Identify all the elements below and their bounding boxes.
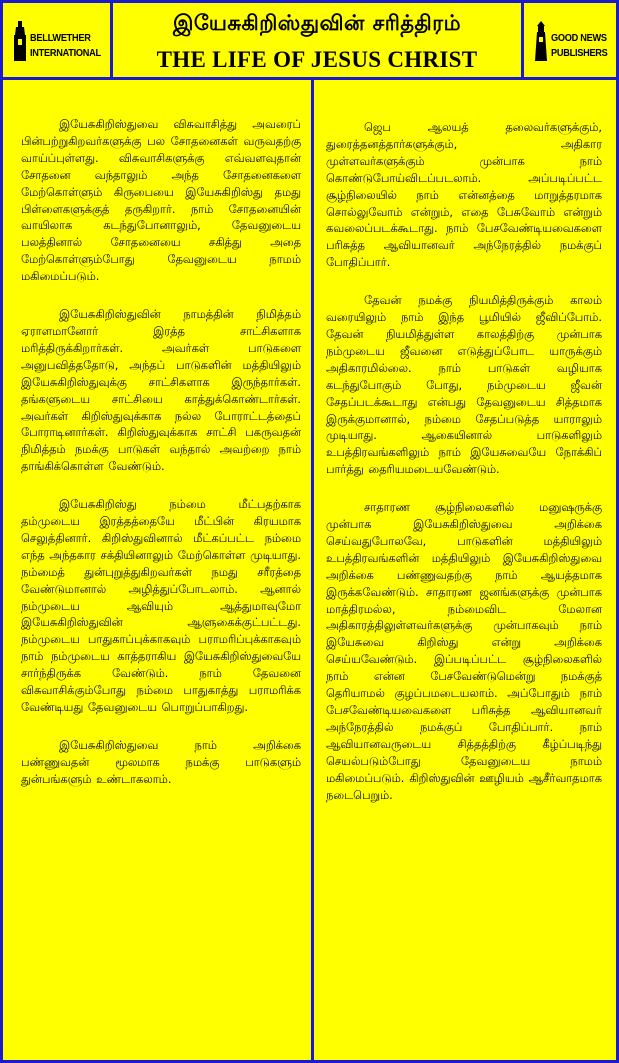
publisher-logo-right (521, 0, 619, 80)
right-logo-line2: PUBLISHERS (551, 48, 608, 59)
paragraph: தேவன் நமக்கு நியமித்திருக்கும் காலம் வரையிலும் நாம் இந்த பூமியில் ஜீவிப்போம். தேவன் நியமித்துள்ள காலத்திற்கு முன்பாக நம்முடைய ஜீவனை எடுத்துப்போட யாருக்கும் அதிகாரமில்லை. நாம் பாடுகள் வழியாக கடந்துபோகும் போது, நம்முடைய ஜீவன் சேதப்படக்கூடாது என்பது தேவனுடைய சித்தமாக இருக்குமானால், நம்மை சேதப்படுத்த யாராலும் முடியாது. ஆகையினால் பாடுகளிலும் உபத்திரவங்களிலும் நாம் இயேசுவையே நோக்கிப் பார்த்து தைரியமடையவேண்டும். (326, 293, 602, 477)
publisher-logo-left (0, 0, 113, 80)
paragraph: இயேசுகிறிஸ்து நம்மை மீட்பதற்காக தம்முடைய இரத்தத்தையே மீட்பின் கிரயமாக செலுத்தினார். கிறிஸ்துவினால் மீட்கப்பட்ட நம்மை எந்த அந்தகார சக்தியினாலும் மேற்கொள்ள முடியாது. நம்மைத் துன்புறுத்துகிறவர்கள் நமது சரீரத்தை வேண்டுமானால் அழித்துப்போடலாம். ஆனால் நம்முடைய ஆவியும் ஆத்துமாவுமோ இயேசுகிறிஸ்துவின் ஆளுகைக்குட்பட்டது. நம்முடைய பாதுகாப்புக்காகவும் பராமரிப்புக்காகவும் நாம் நம்முடைய காத்தராகிய இயேசுகிறிஸ்துவையே சார்ந்திருக்க வேண்டும். நாம் தேவனை விசுவாசிக்கும்போது நம்மை பாதுகாத்து பராமரிக்க வேண்டியது தேவனுடைய பொறுப்பாகிறது. (21, 497, 301, 714)
left-column (0, 77, 314, 1063)
lighthouse-icon (534, 21, 548, 61)
page-title-english: THE LIFE OF JESUS CHRIST (156, 47, 478, 72)
paragraph: இயேசுகிறிஸ்துவை நாம் அறிக்கை பண்ணுவதன் மூலமாக நமக்கு பாடுகளும் துன்பங்களும் உண்டாகலாம். (21, 737, 301, 786)
left-logo-line2: INTERNATIONAL (30, 48, 101, 59)
paragraph: இயேசுகிறிஸ்துவை விசுவாசித்து அவரைப் பின்பற்றுகிறவர்களுக்கு பல சோதனைகள் வருவதற்கு வாய்ப்புள்ளது. விசுவாசிகளுக்கு எவ்வளவுதான் சோதனை வந்தாலும் அந்த சோதனைகளை மேற்கொள்ளும் கிருபையை இயேசுகிறிஸ்து தமது பிள்ளைகளுக்குத் தருகிறார். நாம் சோதனையின் வாயிலாக கடந்துபோனாலும், தேவனுடைய பலத்தினால் சோதனையை சகித்து அதை மேற்கொள்ளும்போது தேவனுடைய நாமம் மகிமைப்படும். (21, 117, 301, 284)
paragraph: ஜெப ஆலயத் தலைவர்களுக்கும், துரைத்தனத்தார்களுக்கும், அதிகார முள்ளவர்களுக்கும் முன்பாக நாம் கொண்டுபோய்விடப்படலாம். அப்படிப்பட்ட சூழ்நிலையில் நாம் என்னத்தை மாறுத்தரமாக சொல்லுவோம் என்றும், எதை பேசுவோம் என்றும் கவலைப்படக்கூடாது. நாம் பேசவேண்டியவைகளை பரிசுத்த ஆவியானவர் அந்நேரத்தில் நமக்குப் போதிப்பார். (326, 120, 602, 270)
right-logo-line1: GOOD NEWS (551, 33, 607, 44)
paragraph: சாதாரண சூழ்நிலைகளில் மனுஷருக்கு முன்பாக இயேசுகிறிஸ்துவை அறிக்கை செய்வதுபோலவே, பாடுகளின் மத்தியிலும் உபத்திரவங்களின் மத்தியிலும் இயேசுகிறிஸ்துவை அறிக்கை பண்ணுவதற்கு நாம் ஆயத்தமாக இருக்கவேண்டும். சாதாரண ஜனங்களுக்கு முன்பாக மாத்திரமல்ல, நம்மைவிட மேலான அதிகாரத்திலுள்ளவர்களுக்கு முன்பாகவும் நாம் இயேசுவை கிறிஸ்து என்று அறிக்கை செய்யவேண்டும். இப்படிப்பட்ட சூழ்நிலைகளில் நாம் என்ன பேசவேண்டுமென்று நமக்குத் தெரியாமல் குழப்பமடையலாம். அப்போதும் நாம் பேசவேண்டியவைகளை பரிசுத்த ஆவியானவர் அந்நேரத்தில் நமக்குப் போதிப்பார். நாம் ஆவியானவருடைய சித்தத்திற்கு கீழ்ப்படிந்து செயல்படும்போது தேவனுடைய நாமம் மகிமைப்படும். கிறிஸ்துவின் ஊழியம் ஆசீர்வாதமாக நடைபெறும். (326, 500, 602, 802)
left-logo-line1: BELLWETHER (30, 33, 91, 44)
page-header (110, 0, 524, 80)
paragraph: இயேசுகிறிஸ்துவின் நாமத்தின் நிமித்தம் ஏராளமானோர் இரத்த சாட்சிகளாக மரித்திருக்கிறார்கள். அவர்கள் பாடுகளை அனுபவித்ததோடு, அந்தப் பாடுகளின் மத்தியிலும் இயேசுகிறிஸ்துவுக்கு சாட்சிகளாக இருந்தார்கள். தங்களுடைய சாட்சியை காத்துக்கொண்டார்கள். அவர்கள் கிறிஸ்துவுக்காக நல்ல போராட்டத்தைப் போராடினார்கள். கிறிஸ்துவுக்காக சாட்சி பகருவதன் நிமித்தம் நமக்கு பாடுகள் வந்தால் அவற்றை நாம் தாங்கிக்கொள்ள வேண்டும். (21, 307, 301, 474)
bell-tower-icon (13, 21, 27, 61)
right-column (311, 77, 619, 1063)
page-title-tamil: இயேசுகிறிஸ்துவின் சரித்திரம் (172, 11, 462, 35)
